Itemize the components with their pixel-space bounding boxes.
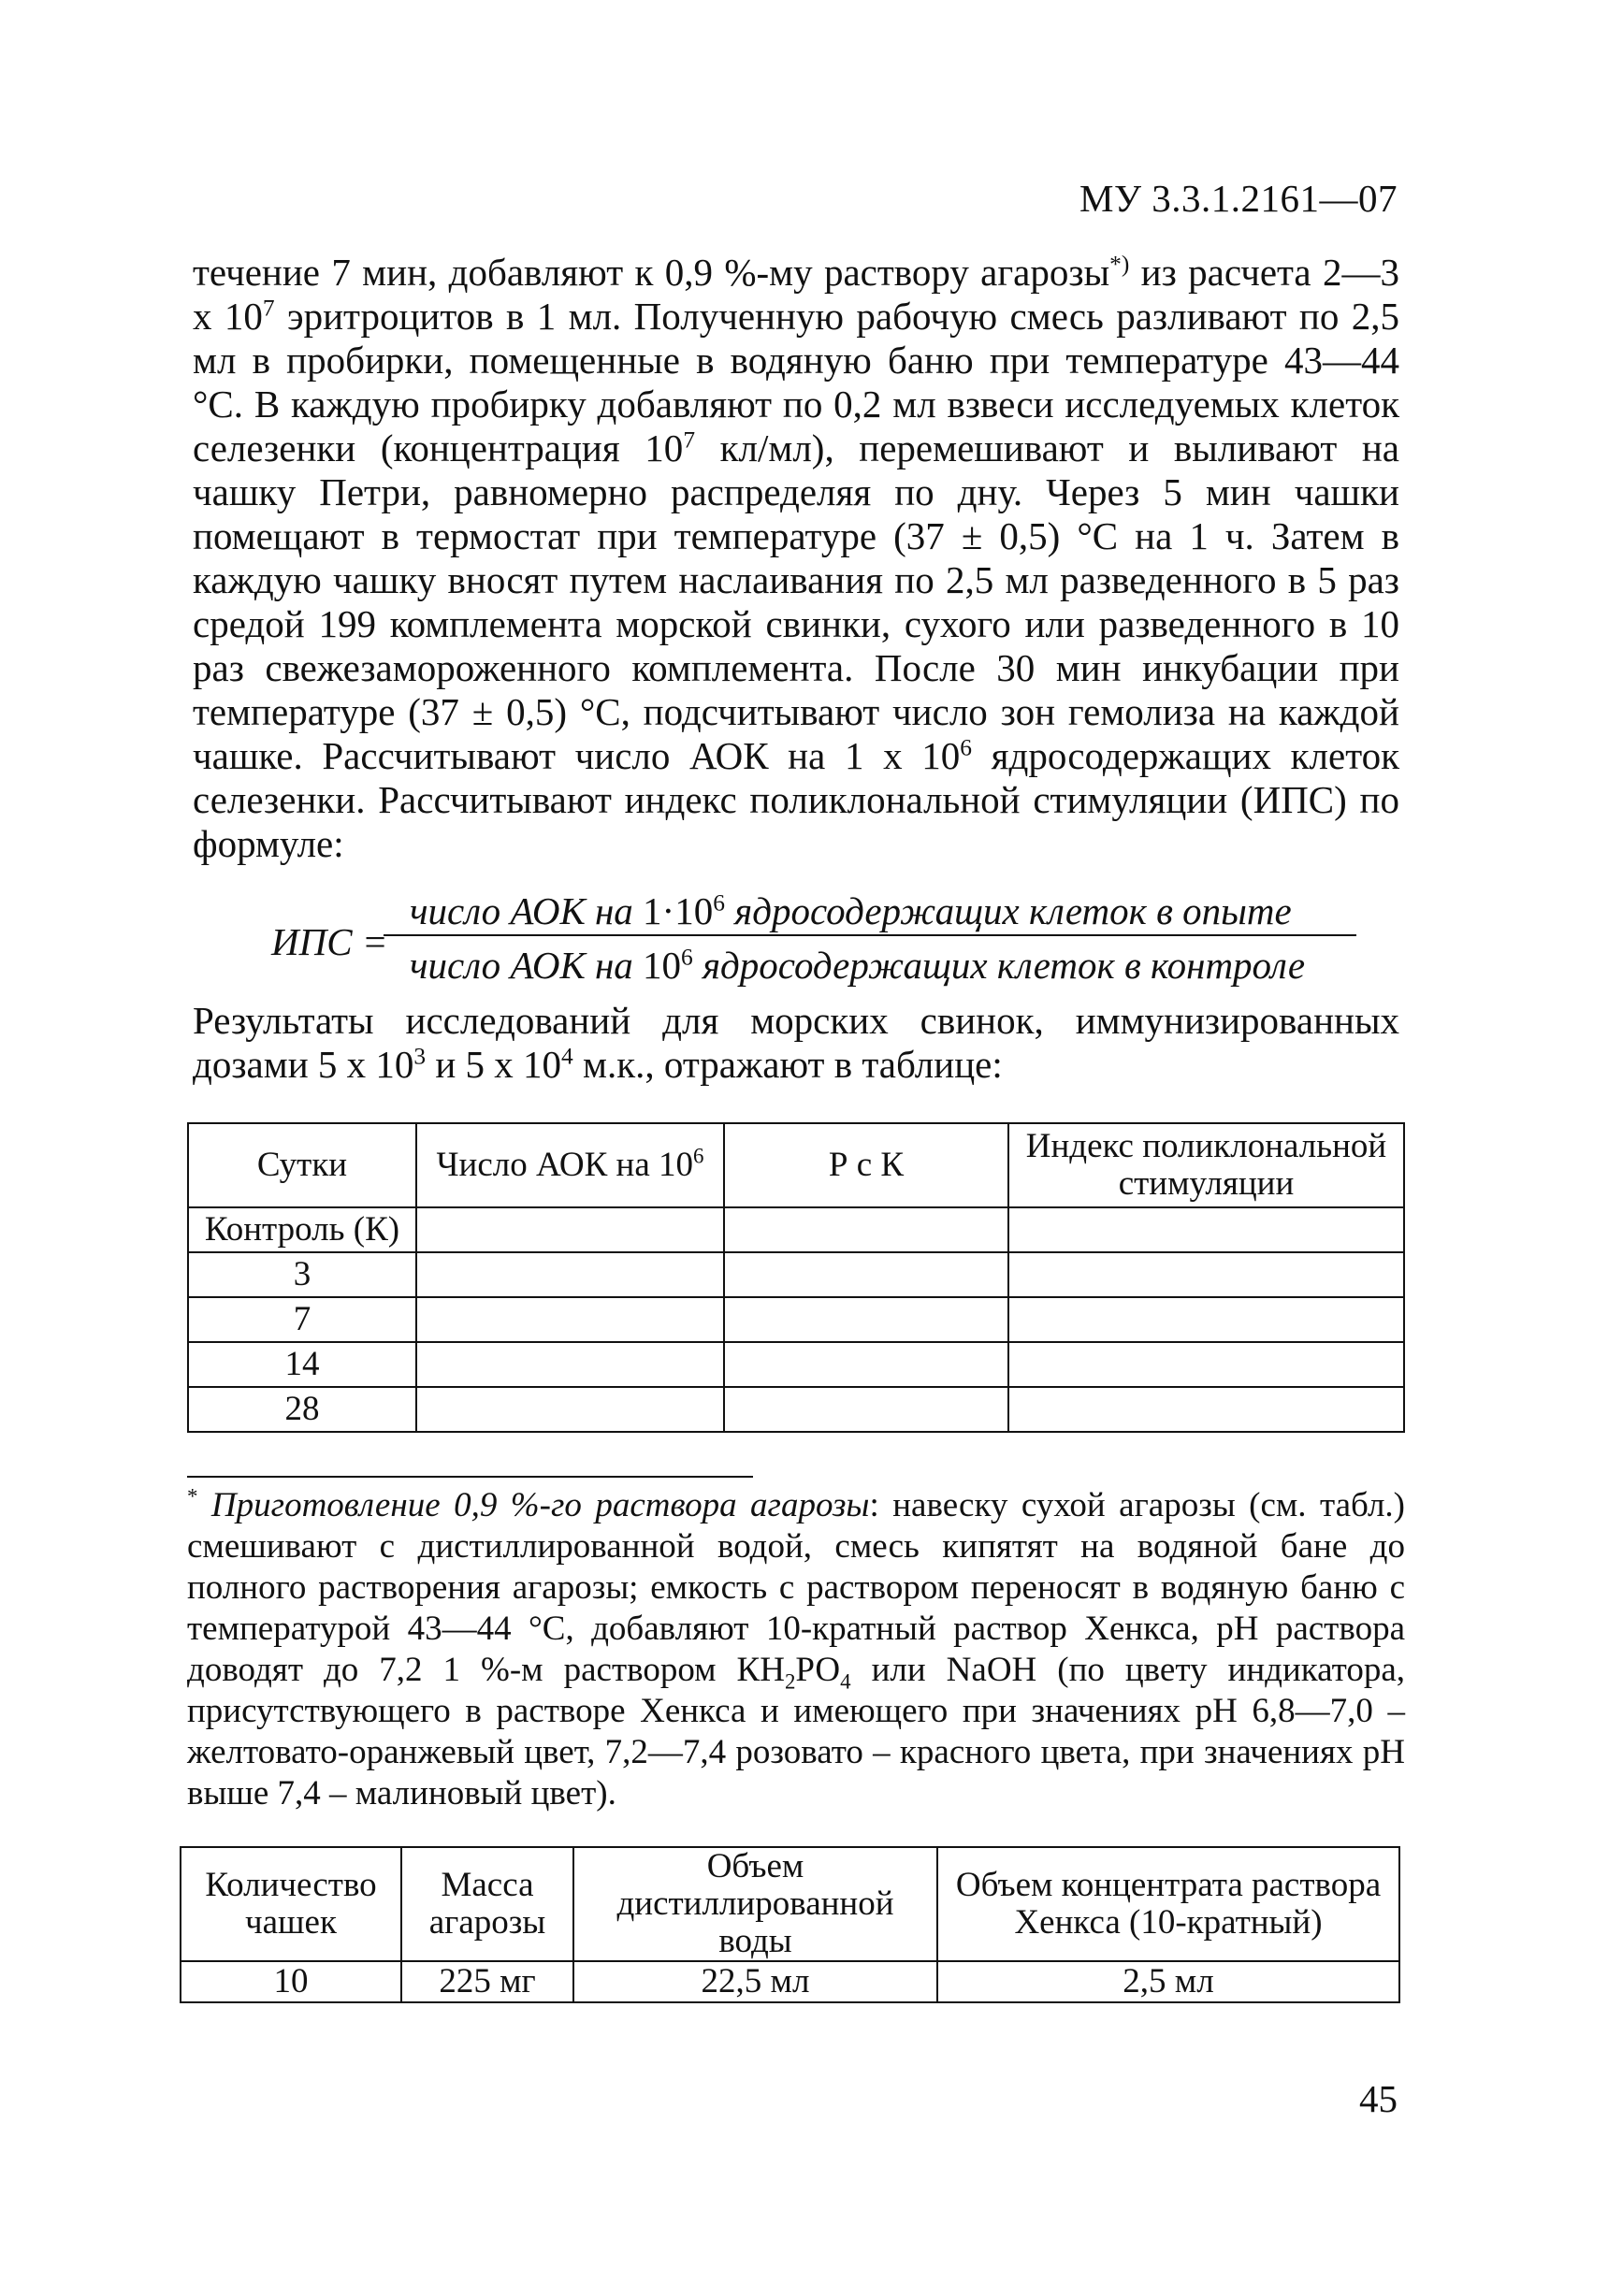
text-segment: ядросодержащих клеток в контроле xyxy=(692,944,1306,987)
empty-cell xyxy=(724,1297,1008,1342)
text-segment: ядросодержащих клеток в опыте xyxy=(724,889,1292,932)
exponent: 7 xyxy=(683,426,696,454)
document-code: МУ 3.3.1.2161—07 xyxy=(1079,177,1398,220)
table-row xyxy=(181,1961,1399,2002)
text-segment: Результаты исследований для морских свинок, иммунизированных дозами 5 х 10 xyxy=(193,999,1399,1086)
row-label: 3 xyxy=(188,1252,416,1297)
text-segment: 1·10 xyxy=(643,889,714,932)
text-segment: ядросодержащих клеток селезенки. Рассчитывают индекс поликлональной стимуляции (ИПС) по формуле: xyxy=(193,734,1399,865)
empty-cell xyxy=(416,1252,724,1297)
cell-water: 22,5 мл xyxy=(573,1961,937,2002)
header-count: Количество чашек xyxy=(181,1847,401,1961)
exponent: 7 xyxy=(262,295,275,322)
formula-denominator xyxy=(410,943,1305,988)
footnote-marker: * xyxy=(187,1484,198,1509)
subscript: 2 xyxy=(784,1669,796,1694)
footnote-title: Приготовление 0,9 %-го раствора агарозы xyxy=(197,1486,870,1524)
empty-cell xyxy=(724,1252,1008,1297)
table-header-row xyxy=(181,1847,1399,1961)
cell-count: 10 xyxy=(181,1961,401,2002)
empty-cell xyxy=(416,1207,724,1252)
table-row xyxy=(188,1387,1404,1432)
footnote-divider xyxy=(187,1476,753,1478)
header-water: Объем дистиллированной воды xyxy=(573,1847,937,1961)
page-number: 45 xyxy=(1359,2077,1398,2120)
cell-mass: 225 мг xyxy=(401,1961,573,2002)
row-label: 28 xyxy=(188,1387,416,1432)
empty-cell xyxy=(416,1297,724,1342)
text-segment: число АОК на xyxy=(410,944,644,987)
row-label: 14 xyxy=(188,1342,416,1387)
text-segment: м.к., отражают в таблице: xyxy=(572,1043,1003,1086)
ips-formula xyxy=(271,888,1356,991)
table-row xyxy=(188,1252,1404,1297)
body-paragraph xyxy=(193,251,1399,866)
text-segment: кл/мл), перемешивают и выливают на чашку Петри, равномерно распределяя по дну. Через 5 мин чашки помещают в термостат при температуре (37 ± 0,5) °С на 1 ч. Затем в каждую чашку вносят путем наслаивания по 2,5 мл разведенного в 5 раз средой 199 комплемента морской свинки, сухого или разведенного в 10 раз свежезамороженного комплемента. После 30 мин инкубации при температуре (37 ± 0,5) °С, подсчитывают число зон гемолиза на каждой чашке. Рассчитывают число АОК на 1 х 10 xyxy=(193,426,1399,777)
header-rk: Р с К xyxy=(724,1123,1008,1207)
text-segment: РО xyxy=(795,1651,841,1689)
table-row xyxy=(188,1342,1404,1387)
header-aok xyxy=(416,1123,724,1207)
header-mass: Масса агарозы xyxy=(401,1847,573,1961)
fraction-bar xyxy=(384,934,1356,936)
text-segment: 10 xyxy=(643,944,682,987)
footnote xyxy=(187,1485,1405,1814)
empty-cell xyxy=(724,1387,1008,1432)
cell-hanks: 2,5 мл xyxy=(937,1961,1399,2002)
empty-cell xyxy=(1008,1387,1404,1432)
text-segment: течение 7 мин, добавляют к 0,9 %-му раствору агарозы xyxy=(193,251,1110,294)
empty-cell xyxy=(1008,1297,1404,1342)
agarose-table xyxy=(180,1846,1400,2003)
empty-cell xyxy=(724,1207,1008,1252)
text-segment: и 5 х 10 xyxy=(426,1043,562,1086)
empty-cell xyxy=(416,1342,724,1387)
formula-lhs: ИПС = xyxy=(271,920,388,963)
empty-cell xyxy=(416,1387,724,1432)
header-index: Индекс поликлональной стимуляции xyxy=(1008,1123,1404,1207)
exponent: 6 xyxy=(693,1144,704,1168)
row-label: 7 xyxy=(188,1297,416,1342)
text-segment: Число АОК на 10 xyxy=(436,1146,693,1184)
text-segment: эритроцитов в 1 мл. Полученную рабочую смесь разливают по 2,5 мл в пробирки, помещенные в водяную баню при температуре 43—44 °С. В каждую пробирку добавляют по 0,2 мл взвеси исследуемых клеток селезенки (концентрация 10 xyxy=(193,295,1400,469)
exponent: 4 xyxy=(561,1043,573,1070)
empty-cell xyxy=(1008,1342,1404,1387)
table-row xyxy=(188,1297,1404,1342)
empty-cell xyxy=(1008,1207,1404,1252)
text-segment: или NaOH (по цвету индикатора, присутствующего в растворе Хенкса и имеющего при значениях рН 6,8—7,0 – желтовато-оранжевый цвет, 7,2—7,4 розовато – красного цвета, при значениях рН выше 7,4 – малиновый цвет). xyxy=(187,1651,1405,1812)
empty-cell xyxy=(1008,1252,1404,1297)
subscript: 4 xyxy=(840,1669,851,1694)
header-days: Сутки xyxy=(188,1123,416,1207)
footnote-ref: *) xyxy=(1109,251,1130,278)
text-segment: число АОК на xyxy=(410,889,644,932)
text-segment: : навеску сухой агарозы (см. табл.) смешивают с дистиллированной водой, смесь кипятят на водяной бане до полного растворения агарозы; емкость с раствором переносят в водяную баню с температурой 43—44 °С, добавляют 10-кратный раствор Хенкса, рН раствора доводят до 7,2 1 %-м раствором КН xyxy=(187,1486,1405,1689)
text-segment: из расчета 2—3 х 10 xyxy=(193,251,1399,338)
results-paragraph xyxy=(193,999,1399,1087)
table-header-row xyxy=(188,1123,1404,1207)
exponent: 6 xyxy=(960,734,972,761)
row-label: Контроль (К) xyxy=(188,1207,416,1252)
results-table xyxy=(187,1122,1405,1433)
formula-numerator xyxy=(410,888,1292,933)
header-hanks: Объем концентрата раствора Хенкса (10-кратный) xyxy=(937,1847,1399,1961)
exponent: 6 xyxy=(713,889,725,917)
exponent: 3 xyxy=(413,1043,427,1070)
empty-cell xyxy=(724,1342,1008,1387)
table-row xyxy=(188,1207,1404,1252)
exponent: 6 xyxy=(681,944,693,971)
